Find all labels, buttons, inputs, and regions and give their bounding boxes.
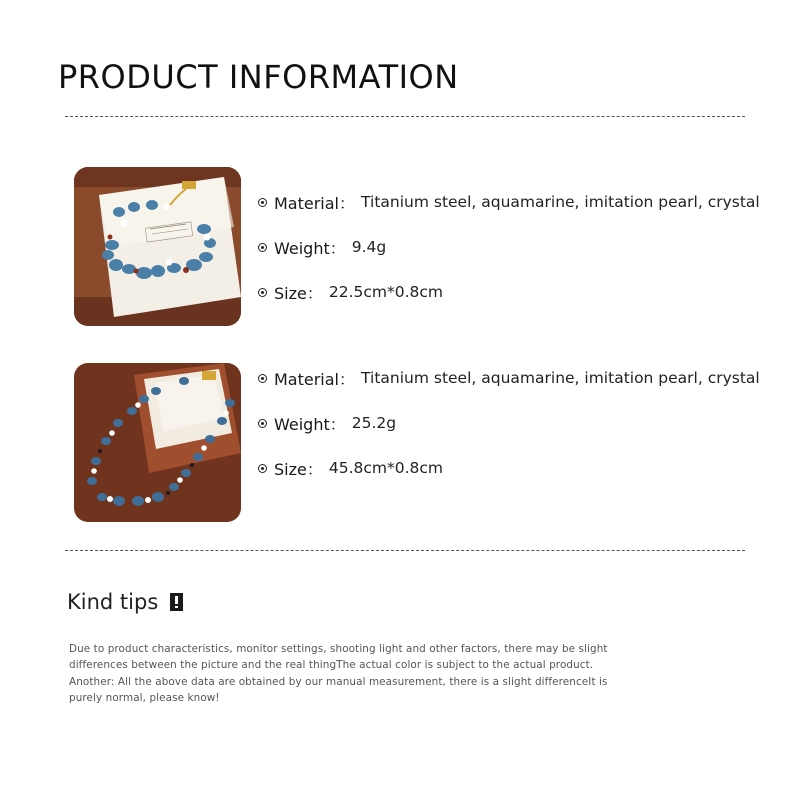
product-image-bracelet	[74, 167, 241, 326]
tips-line: differences between the picture and the real thingThe actual color is subject to the actual product.	[69, 659, 594, 672]
product-image-necklace	[74, 363, 241, 522]
page-title: PRODUCT INFORMATION	[58, 58, 459, 96]
bottom-divider	[65, 550, 745, 551]
kind-tips-label: Kind tips	[67, 590, 159, 614]
tips-line: purely normal, please know!	[69, 691, 220, 704]
top-divider	[65, 116, 745, 117]
product-1-size: Size： 22.5cm*0.8cm	[258, 281, 443, 303]
bullet-icon	[258, 464, 267, 473]
tips-line: Due to product characteristics, monitor settings, shooting light and other factors, there may be slight	[69, 643, 608, 655]
bullet-icon	[258, 243, 267, 252]
bullet-icon	[258, 198, 267, 207]
product-1-material: Material： Titanium steel, aquamarine, imitation pearl, crystal	[258, 191, 760, 213]
kind-tips-heading	[67, 590, 183, 614]
bullet-icon	[258, 288, 267, 297]
product-2-weight: Weight： 25.2g	[258, 412, 396, 434]
product-2-material: Material： Titanium steel, aquamarine, imitation pearl, crystal	[258, 367, 760, 389]
exclamation-icon	[170, 593, 183, 611]
kind-tips-text	[69, 641, 639, 706]
product-1-weight: Weight： 9.4g	[258, 236, 386, 258]
bullet-icon	[258, 374, 267, 383]
product-2-size: Size： 45.8cm*0.8cm	[258, 457, 443, 479]
bullet-icon	[258, 419, 267, 428]
tips-line: Another: All the above data are obtained by our manual measurement, there is a slight differenceIt is	[69, 675, 608, 688]
